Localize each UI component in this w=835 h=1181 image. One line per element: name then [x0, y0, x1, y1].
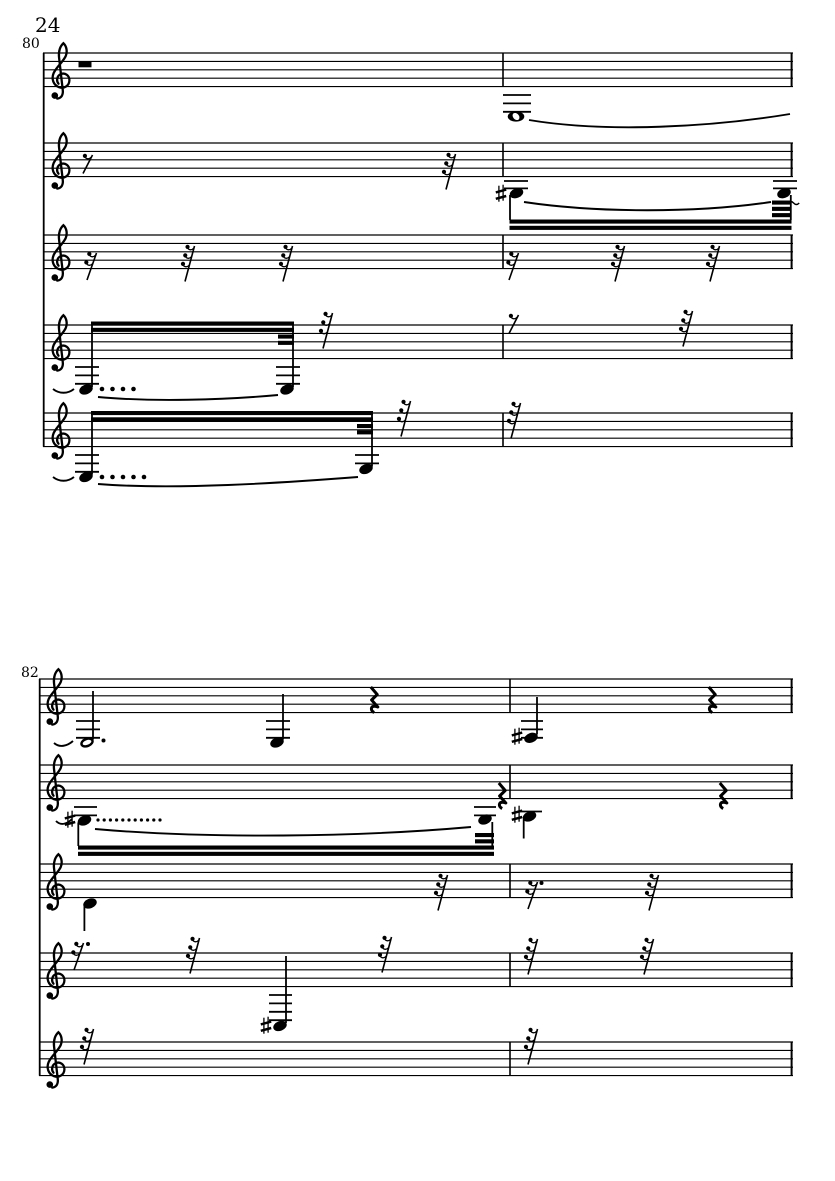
treble-clef-icon	[52, 225, 70, 281]
tie-slur	[95, 827, 471, 836]
rest-hook-dot	[279, 262, 283, 266]
tie-slur	[98, 395, 278, 400]
beam-bar	[91, 411, 373, 415]
treble-clef-icon	[52, 43, 70, 99]
eighth-rest	[509, 314, 519, 334]
beam-bar	[357, 430, 373, 434]
whole-measure-rest	[79, 62, 92, 67]
ledger-lines	[75, 455, 99, 472]
rest-hook-dot	[380, 944, 384, 948]
rest-hook-dot	[321, 320, 325, 324]
rest-hook-dot	[511, 402, 515, 406]
sharp-bar	[261, 1028, 271, 1031]
rest-hook-dot	[319, 329, 323, 333]
treble-clef-icon	[52, 133, 70, 189]
rest-hook-dot	[645, 891, 649, 895]
rest-hook-dot	[401, 400, 405, 404]
eighth-rest	[83, 154, 93, 174]
dot	[121, 818, 124, 821]
rest-hook-dot	[185, 245, 189, 249]
beam-bar	[278, 341, 294, 345]
dot	[131, 387, 136, 392]
rest-hook-dot	[438, 874, 442, 878]
rest-hook-dot	[528, 938, 532, 942]
rest-stem	[190, 938, 200, 974]
ledger-lines	[503, 95, 531, 112]
thirty-second-rest	[507, 402, 521, 439]
ledger-lines	[76, 721, 100, 738]
sharp-bar	[65, 816, 75, 819]
dot	[146, 818, 149, 821]
beam-bar	[475, 833, 494, 837]
ledger-lines	[269, 995, 292, 1020]
rest-stem	[401, 401, 411, 437]
rest-hook-dot	[526, 1036, 530, 1040]
rest-stem	[528, 939, 538, 975]
staff	[39, 854, 793, 910]
dot	[140, 818, 143, 821]
thirty-second-rest	[319, 312, 333, 349]
beam-bar	[91, 417, 373, 421]
rest-hook-dot	[642, 946, 646, 950]
rest-hook-dot	[649, 874, 653, 878]
tremolo-beam	[475, 833, 494, 843]
rest-hook-dot	[526, 946, 530, 950]
dot	[142, 475, 147, 480]
rest-hook-dot	[84, 1028, 88, 1032]
thirty-second-rest	[186, 937, 200, 974]
sharp-icon	[512, 806, 522, 823]
treble-clef-icon	[52, 315, 70, 371]
ledger-lines	[266, 721, 290, 738]
thirty-second-rest	[679, 310, 693, 347]
ledger-lines	[504, 181, 528, 188]
ledger-lines	[355, 455, 379, 463]
dot	[96, 818, 99, 821]
rest-hook-dot	[525, 889, 529, 893]
rest-hook-dot	[80, 1045, 84, 1049]
beam-bar	[78, 846, 494, 850]
rest-stem	[323, 313, 333, 349]
staff	[39, 943, 793, 999]
tremolo-beam	[278, 335, 294, 345]
tremolo-beam	[78, 846, 494, 856]
beam-bar	[278, 335, 294, 339]
sharp-bar	[496, 190, 506, 193]
rest-hook-dot	[399, 408, 403, 412]
beam-bar	[772, 207, 792, 211]
beam-bar	[510, 226, 792, 230]
thirty-second-rest	[279, 245, 293, 282]
rest-hook-dot	[82, 1036, 86, 1040]
augmentation-dot	[102, 739, 106, 743]
quarter-rest	[720, 783, 727, 809]
ledger-lines	[474, 807, 496, 815]
staff	[43, 225, 793, 281]
augmentation-dot	[86, 942, 90, 946]
treble-clef-icon	[47, 669, 65, 725]
dot	[100, 387, 105, 392]
rest-hook-dot	[446, 153, 450, 157]
sharp-bar	[512, 739, 522, 742]
rest-hook-dot	[710, 245, 714, 249]
tie-slur	[53, 477, 74, 481]
quarter-rest	[499, 783, 506, 809]
rest-hook-dot	[442, 170, 446, 174]
rest-hook-dot	[507, 419, 511, 423]
thirty-second-rest	[442, 153, 456, 190]
rest-stem	[644, 939, 654, 975]
rest-hook-dot	[436, 882, 440, 886]
rest-hook-dot	[708, 253, 712, 257]
whole-note	[508, 111, 525, 121]
rest-hook-dot	[509, 314, 513, 318]
rest-hook-dot	[611, 262, 615, 266]
thirty-second-rest	[640, 938, 654, 975]
dot	[152, 818, 155, 821]
sharp-bar	[261, 1022, 271, 1025]
rest-hook-dot	[190, 937, 194, 941]
sharp-bar	[512, 817, 522, 820]
rest-hook-dot	[87, 252, 91, 256]
sharp-bar	[512, 733, 522, 736]
beam-bar	[475, 839, 494, 843]
treble-clef-icon	[47, 943, 65, 999]
sharp-bar	[496, 196, 506, 199]
thirty-second-rest	[524, 938, 538, 975]
rest-hook-dot	[74, 942, 78, 946]
page-number: 24	[35, 13, 61, 37]
thirty-second-rest	[378, 936, 392, 973]
thirty-second-rest	[181, 245, 195, 282]
dot	[158, 818, 161, 821]
sharp-icon	[65, 811, 75, 828]
thirty-second-rest	[645, 874, 659, 911]
rest-hook-dot	[679, 327, 683, 331]
ledger-lines	[74, 807, 97, 815]
rest-hook-dot	[528, 881, 532, 885]
sharp-icon	[261, 1017, 271, 1034]
rest-hook-dot	[397, 417, 401, 421]
rest-hook-dot	[84, 260, 88, 264]
rest-hook-dot	[524, 1045, 528, 1049]
rest-hook-dot	[186, 954, 190, 958]
staff	[43, 133, 793, 189]
tie-slur	[529, 114, 790, 127]
dot	[127, 818, 130, 821]
rest-hook-dot	[615, 245, 619, 249]
staff	[39, 755, 793, 811]
beam-bar	[91, 328, 294, 332]
tremolo-beam	[357, 424, 373, 434]
dot	[100, 475, 105, 480]
measure-number-second-system: 82	[21, 665, 39, 681]
rest-hook-dot	[444, 161, 448, 165]
dot	[109, 818, 112, 821]
notation-layer	[39, 43, 799, 1088]
tie-slur	[524, 202, 771, 210]
tie-slur	[53, 389, 74, 393]
rest-hook-dot	[71, 950, 75, 954]
tie-slur	[98, 477, 358, 486]
rest-hook-dot	[188, 945, 192, 949]
rest-hook-dot	[681, 318, 685, 322]
ledger-lines	[75, 367, 99, 384]
treble-clef-icon	[47, 755, 65, 811]
dot	[121, 475, 126, 480]
thirty-second-rest	[434, 874, 448, 911]
repetition-dots	[100, 475, 147, 480]
quarter-rest	[371, 687, 378, 713]
tremolo-beam	[91, 411, 373, 421]
beam-bar	[772, 213, 792, 217]
rest-hook-dot	[323, 312, 327, 316]
dot	[134, 818, 137, 821]
quarter-rest	[709, 687, 716, 713]
beam-bar	[91, 322, 294, 326]
rest-hook-dot	[283, 245, 287, 249]
treble-clef-icon	[52, 403, 70, 459]
beam-bar	[510, 220, 792, 224]
thirty-second-rest	[611, 245, 625, 282]
rest-hook-dot	[706, 262, 710, 266]
rest-hook-dot	[647, 882, 651, 886]
rest-hook-dot	[181, 262, 185, 266]
rest-hook-dot	[83, 154, 87, 158]
dot	[115, 818, 118, 821]
thirty-second-rest	[397, 400, 411, 437]
dot	[121, 387, 126, 392]
tremolo-beam	[91, 322, 294, 332]
sixteenth-rest	[71, 942, 83, 970]
repetition-dots	[96, 818, 161, 821]
repetition-dots	[100, 387, 136, 392]
dot	[103, 818, 106, 821]
rest-hook-dot	[528, 1028, 532, 1032]
augmentation-dot	[540, 881, 544, 885]
rest-hook-dot	[683, 310, 687, 314]
staff	[43, 43, 793, 99]
beam-bar	[78, 852, 494, 856]
rest-hook-dot	[613, 253, 617, 257]
rest-hook-dot	[640, 955, 644, 959]
tremolo-beam	[510, 220, 792, 230]
sharp-icon	[496, 185, 506, 202]
beam-bar	[357, 424, 373, 428]
sharp-icon	[512, 728, 522, 745]
rest-hook-dot	[524, 955, 528, 959]
dot	[110, 475, 115, 480]
dot	[110, 387, 115, 392]
treble-clef-icon	[47, 854, 65, 910]
staff	[39, 1032, 793, 1088]
rest-hook-dot	[509, 252, 513, 256]
thirty-second-rest	[706, 245, 720, 282]
rest-hook-dot	[506, 260, 510, 264]
ledger-lines	[773, 181, 797, 188]
sixteenth-rest	[506, 252, 518, 280]
dot	[131, 475, 136, 480]
rest-hook-dot	[434, 891, 438, 895]
rest-stem	[382, 937, 392, 973]
sixteenth-rest	[84, 252, 96, 280]
rest-hook-dot	[644, 938, 648, 942]
rest-hook-dot	[509, 410, 513, 414]
rest-hook-dot	[281, 253, 285, 257]
rest-hook-dot	[382, 936, 386, 940]
measure-number-first-system: 80	[22, 36, 40, 52]
sixteenth-rest	[525, 881, 537, 909]
ledger-lines	[276, 367, 300, 384]
rest-hook-dot	[378, 953, 382, 957]
rest-stem	[683, 311, 693, 347]
staff	[39, 669, 793, 725]
rest-hook-dot	[183, 253, 187, 257]
treble-clef-icon	[47, 1032, 65, 1088]
tie-slur	[54, 741, 73, 746]
rest-stem	[511, 403, 521, 439]
